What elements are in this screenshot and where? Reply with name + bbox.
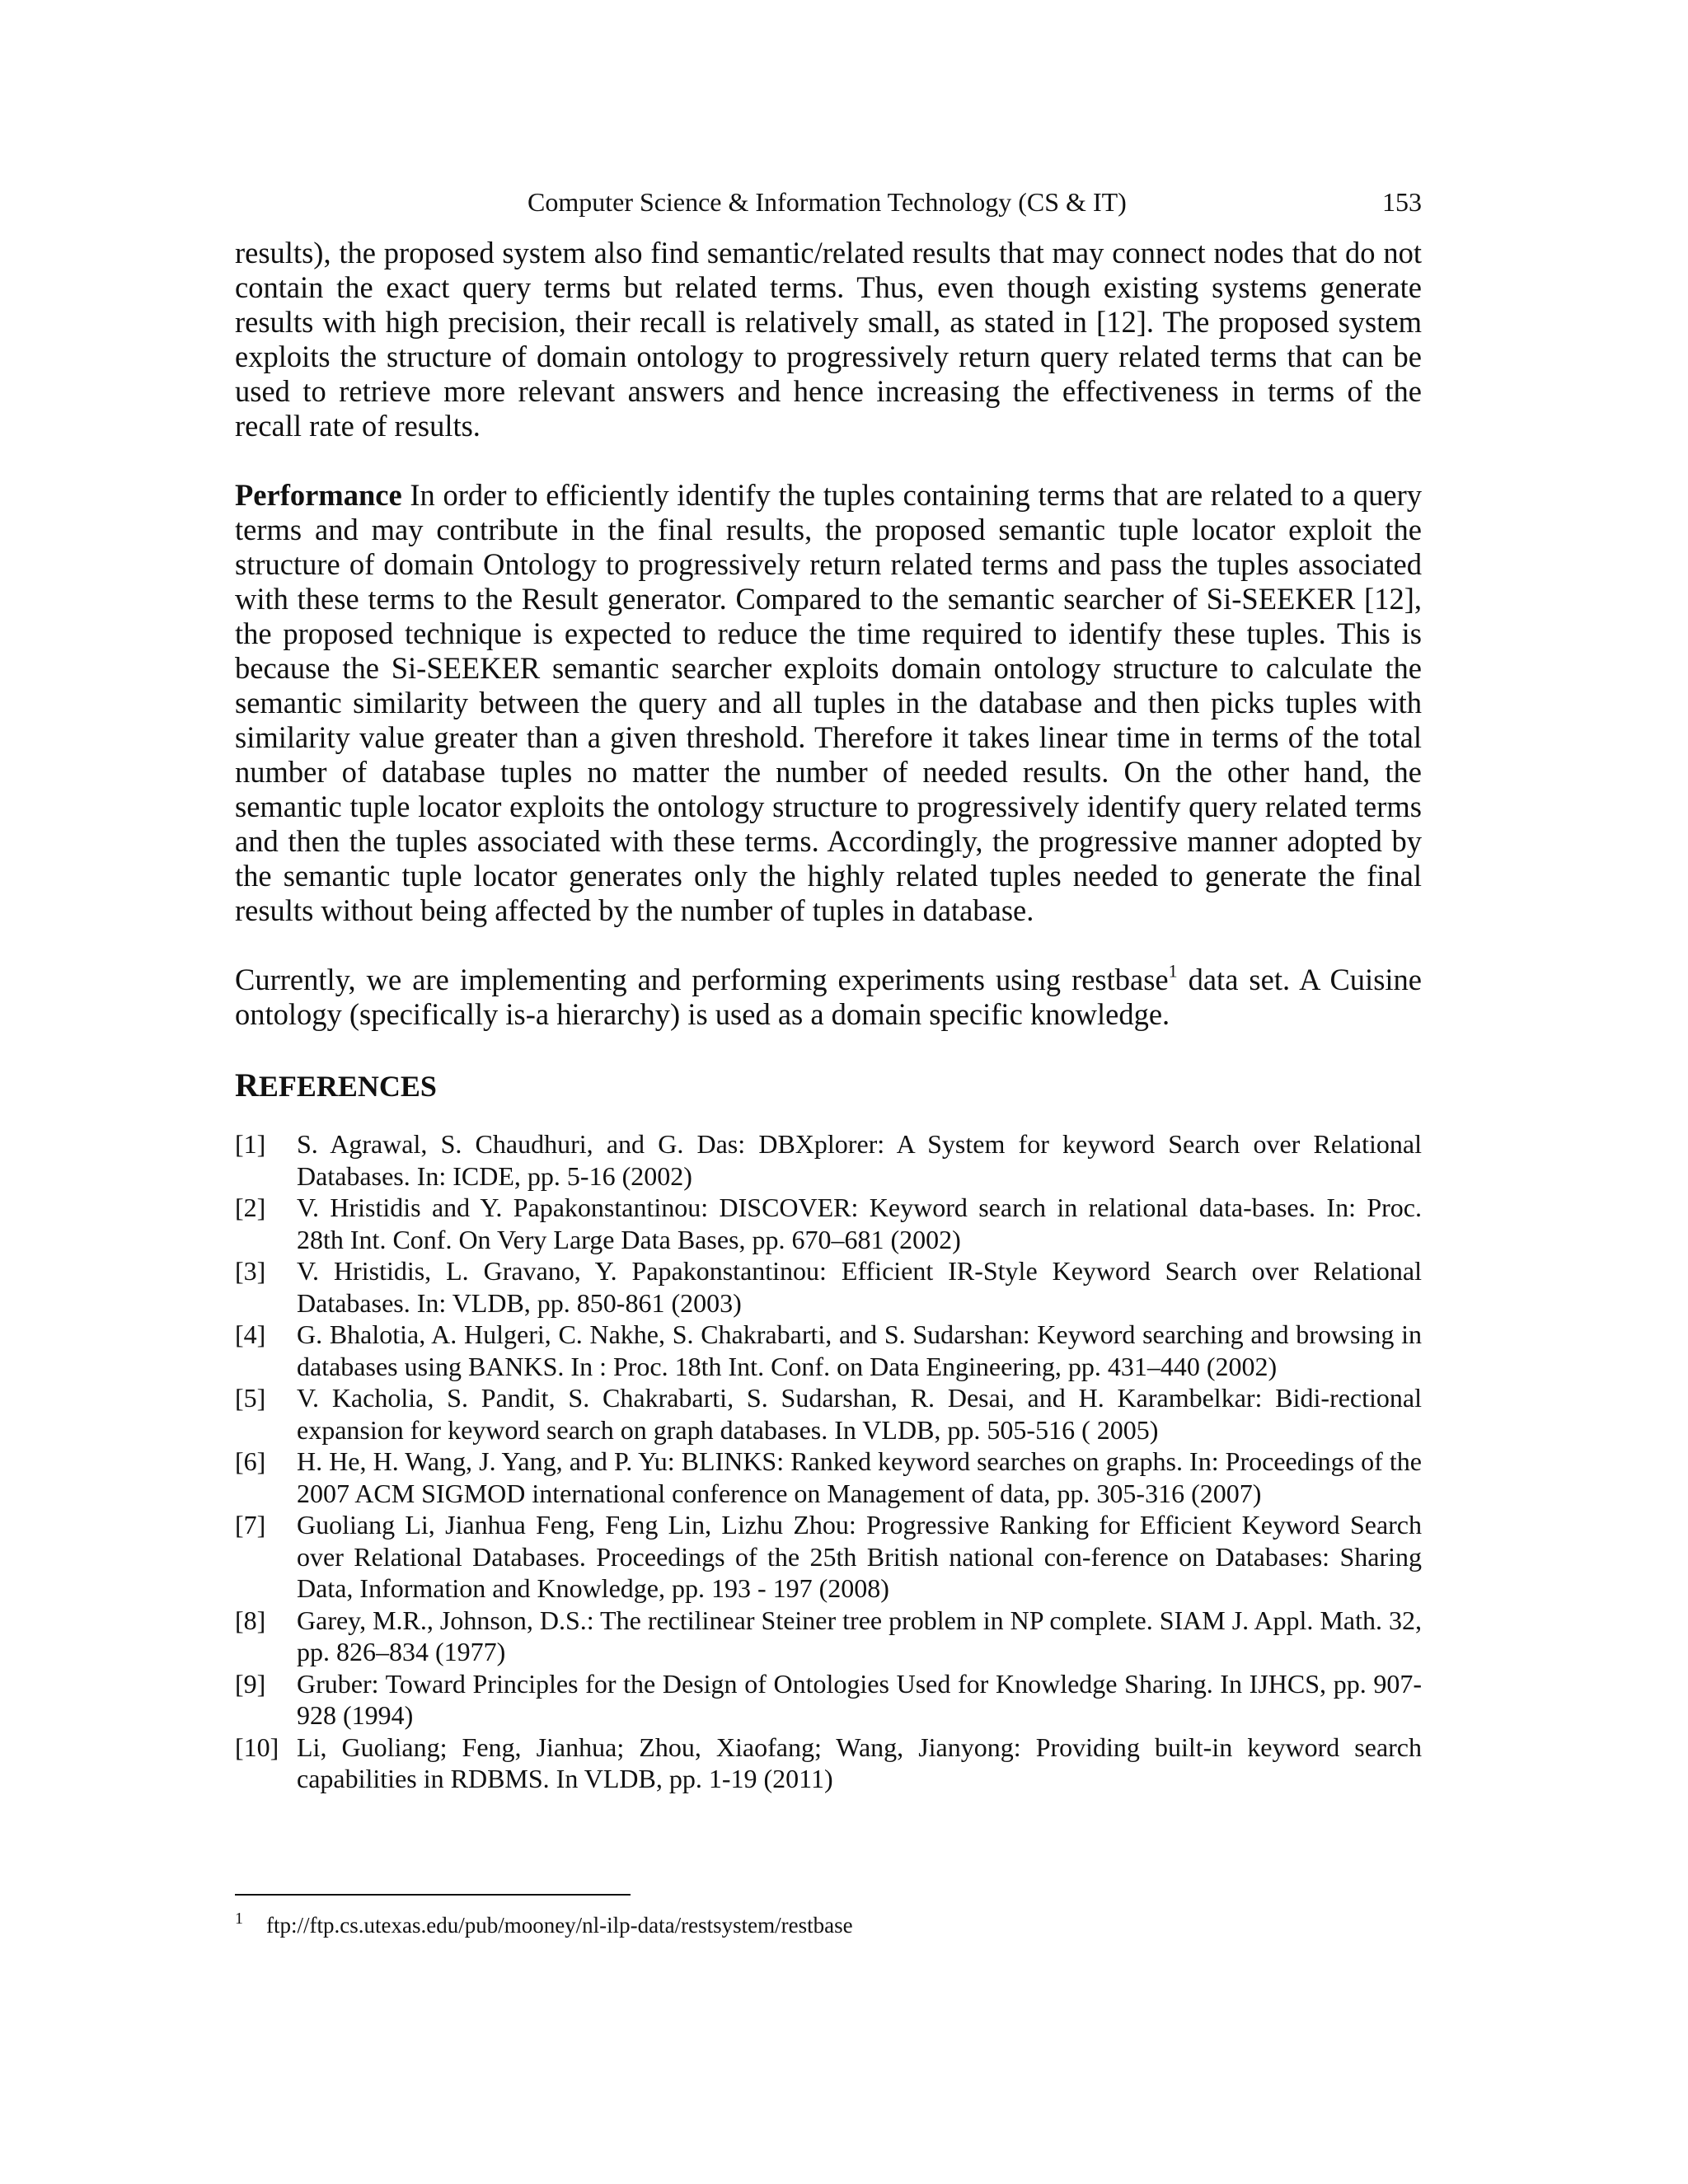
paragraph-performance — [235, 478, 1422, 928]
reference-number: [8] — [235, 1605, 266, 1635]
reference-item — [235, 1319, 1422, 1382]
footnote-mark: 1 — [235, 1910, 243, 1928]
footnote-divider — [235, 1894, 631, 1896]
paragraph-results: results), the proposed system also find semantic/related results that may connect nodes that do not contain the exact query terms but related terms. Thus, even though existing systems generate results with high precision, their recall is relatively small, as stated in [12]. The proposed system exploits the structure of domain ontology to progressively return query related terms that can be used to retrieve more relevant answers and hence increasing the effectiveness in terms of the recall rate of results. — [235, 236, 1422, 443]
references-heading — [235, 1066, 1422, 1105]
reference-item — [235, 1128, 1422, 1192]
reference-text: V. Kacholia, S. Pandit, S. Chakrabarti, S. Sudarshan, R. Desai, and H. Karambelkar: Bidi-rectional expansion for keyword search on graph databases. In VLDB, pp. 505-516 ( 2005) — [297, 1383, 1422, 1445]
reference-item — [235, 1668, 1422, 1732]
reference-item — [235, 1509, 1422, 1605]
reference-number: [7] — [235, 1510, 266, 1540]
footnote-url: ftp://ftp.cs.utexas.edu/pub/mooney/nl-ilp-data/restsystem/restbase — [266, 1913, 853, 1938]
reference-item — [235, 1732, 1422, 1795]
reference-item — [235, 1192, 1422, 1255]
reference-text: Li, Guoliang; Feng, Jianhua; Zhou, Xiaofang; Wang, Jianyong: Providing built-in keyword search capabilities in RDBMS. In VLDB, pp. 1-19 (2011) — [297, 1732, 1422, 1793]
reference-number: [1] — [235, 1129, 266, 1159]
reference-number: [2] — [235, 1193, 266, 1222]
main-content — [235, 236, 1422, 1795]
reference-item — [235, 1446, 1422, 1509]
reference-item — [235, 1382, 1422, 1446]
reference-text: Gruber: Toward Principles for the Design of Ontologies Used for Knowledge Sharing. In IJHCS, pp. 907-928 (1994) — [297, 1668, 1422, 1730]
performance-label: Performance — [235, 478, 402, 512]
reference-item — [235, 1605, 1422, 1668]
reference-list — [235, 1128, 1422, 1795]
running-title: Computer Science & Information Technology (CS & IT) — [528, 187, 1127, 217]
references-heading-rest: EFERENCES — [258, 1070, 437, 1103]
paragraph-currently — [235, 960, 1422, 1032]
currently-text-end: data set. A Cuisine ontology (specifically is-a hierarchy) is used as a domain specific knowledge. — [235, 963, 1422, 1031]
page-header — [235, 183, 1422, 221]
reference-text: S. Agrawal, S. Chaudhuri, and G. Das: DBXplorer: A System for keyword Search over Relational Databases. In: ICDE, pp. 5-16 (2002) — [297, 1129, 1422, 1191]
reference-number: [6] — [235, 1446, 266, 1476]
reference-text: G. Bhalotia, A. Hulgeri, C. Nakhe, S. Chakrabarti, and S. Sudarshan: Keyword searching and browsing in databases using BANKS. In : Proc. 18th Int. Conf. on Data Engineering, pp. 431–440 (2002) — [297, 1319, 1422, 1381]
reference-text: H. He, H. Wang, J. Yang, and P. Yu: BLINKS: Ranked keyword searches on graphs. In: Proceedings of the 2007 ACM SIGMOD international conference on Management of data, pp. 305-316 (2007) — [297, 1446, 1422, 1508]
footnote-reference: 1 — [1168, 960, 1178, 982]
currently-text-start: Currently, we are implementing and performing experiments using restbase — [235, 963, 1169, 996]
reference-text: V. Hristidis, L. Gravano, Y. Papakonstantinou: Efficient IR-Style Keyword Search over Relational Databases. In: VLDB, pp. 850-861 (2003) — [297, 1256, 1422, 1318]
reference-number: [10] — [235, 1732, 279, 1762]
reference-number: [5] — [235, 1383, 266, 1413]
performance-text: In order to efficiently identify the tuples containing terms that are related to a query terms and may contribute in the final results, the proposed semantic tuple locator exploit the structure of domain Ontology to progressively return related terms and pass the tuples associated with these terms to the Result generator. Compared to the semantic searcher of Si-SEEKER [12], the proposed technique is expected to reduce the time required to identify these tuples. This is because the Si-SEEKER semantic searcher exploits domain ontology structure to calculate the semantic similarity between the query and all tuples in the database and then picks tuples with similarity value greater than a given threshold. Therefore it takes linear time in terms of the total number of database tuples no matter the number of needed results. On the other hand, the semantic tuple locator exploits the ontology structure to progressively identify query related terms and then the tuples associated with these terms. Accordingly, the progressive manner adopted by the semantic tuple locator generates only the highly related tuples needed to generate the final results without being affected by the number of tuples in database. — [235, 478, 1422, 927]
reference-number: [9] — [235, 1668, 266, 1699]
reference-text: Guoliang Li, Jianhua Feng, Feng Lin, Lizhu Zhou: Progressive Ranking for Efficient Keyword Search over Relational Databases. Proceedings of the 25th British national con-ference on Databases: Sharing Data, Information and Knowledge, pp. 193 - 197 (2008) — [297, 1510, 1422, 1603]
reference-text: Garey, M.R., Johnson, D.S.: The rectilinear Steiner tree problem in NP complete. SIAM J. Appl. Math. 32, pp. 826–834 (1977) — [297, 1605, 1422, 1666]
reference-number: [3] — [235, 1256, 266, 1286]
reference-item — [235, 1255, 1422, 1319]
reference-number: [4] — [235, 1319, 266, 1349]
references-heading-initial: R — [235, 1066, 259, 1104]
reference-text: V. Hristidis and Y. Papakonstantinou: DISCOVER: Keyword search in relational data-bases. In: Proc. 28th Int. Conf. On Very Large Data Bases, pp. 670–681 (2002) — [297, 1193, 1422, 1254]
page-number: 153 — [1382, 187, 1422, 217]
